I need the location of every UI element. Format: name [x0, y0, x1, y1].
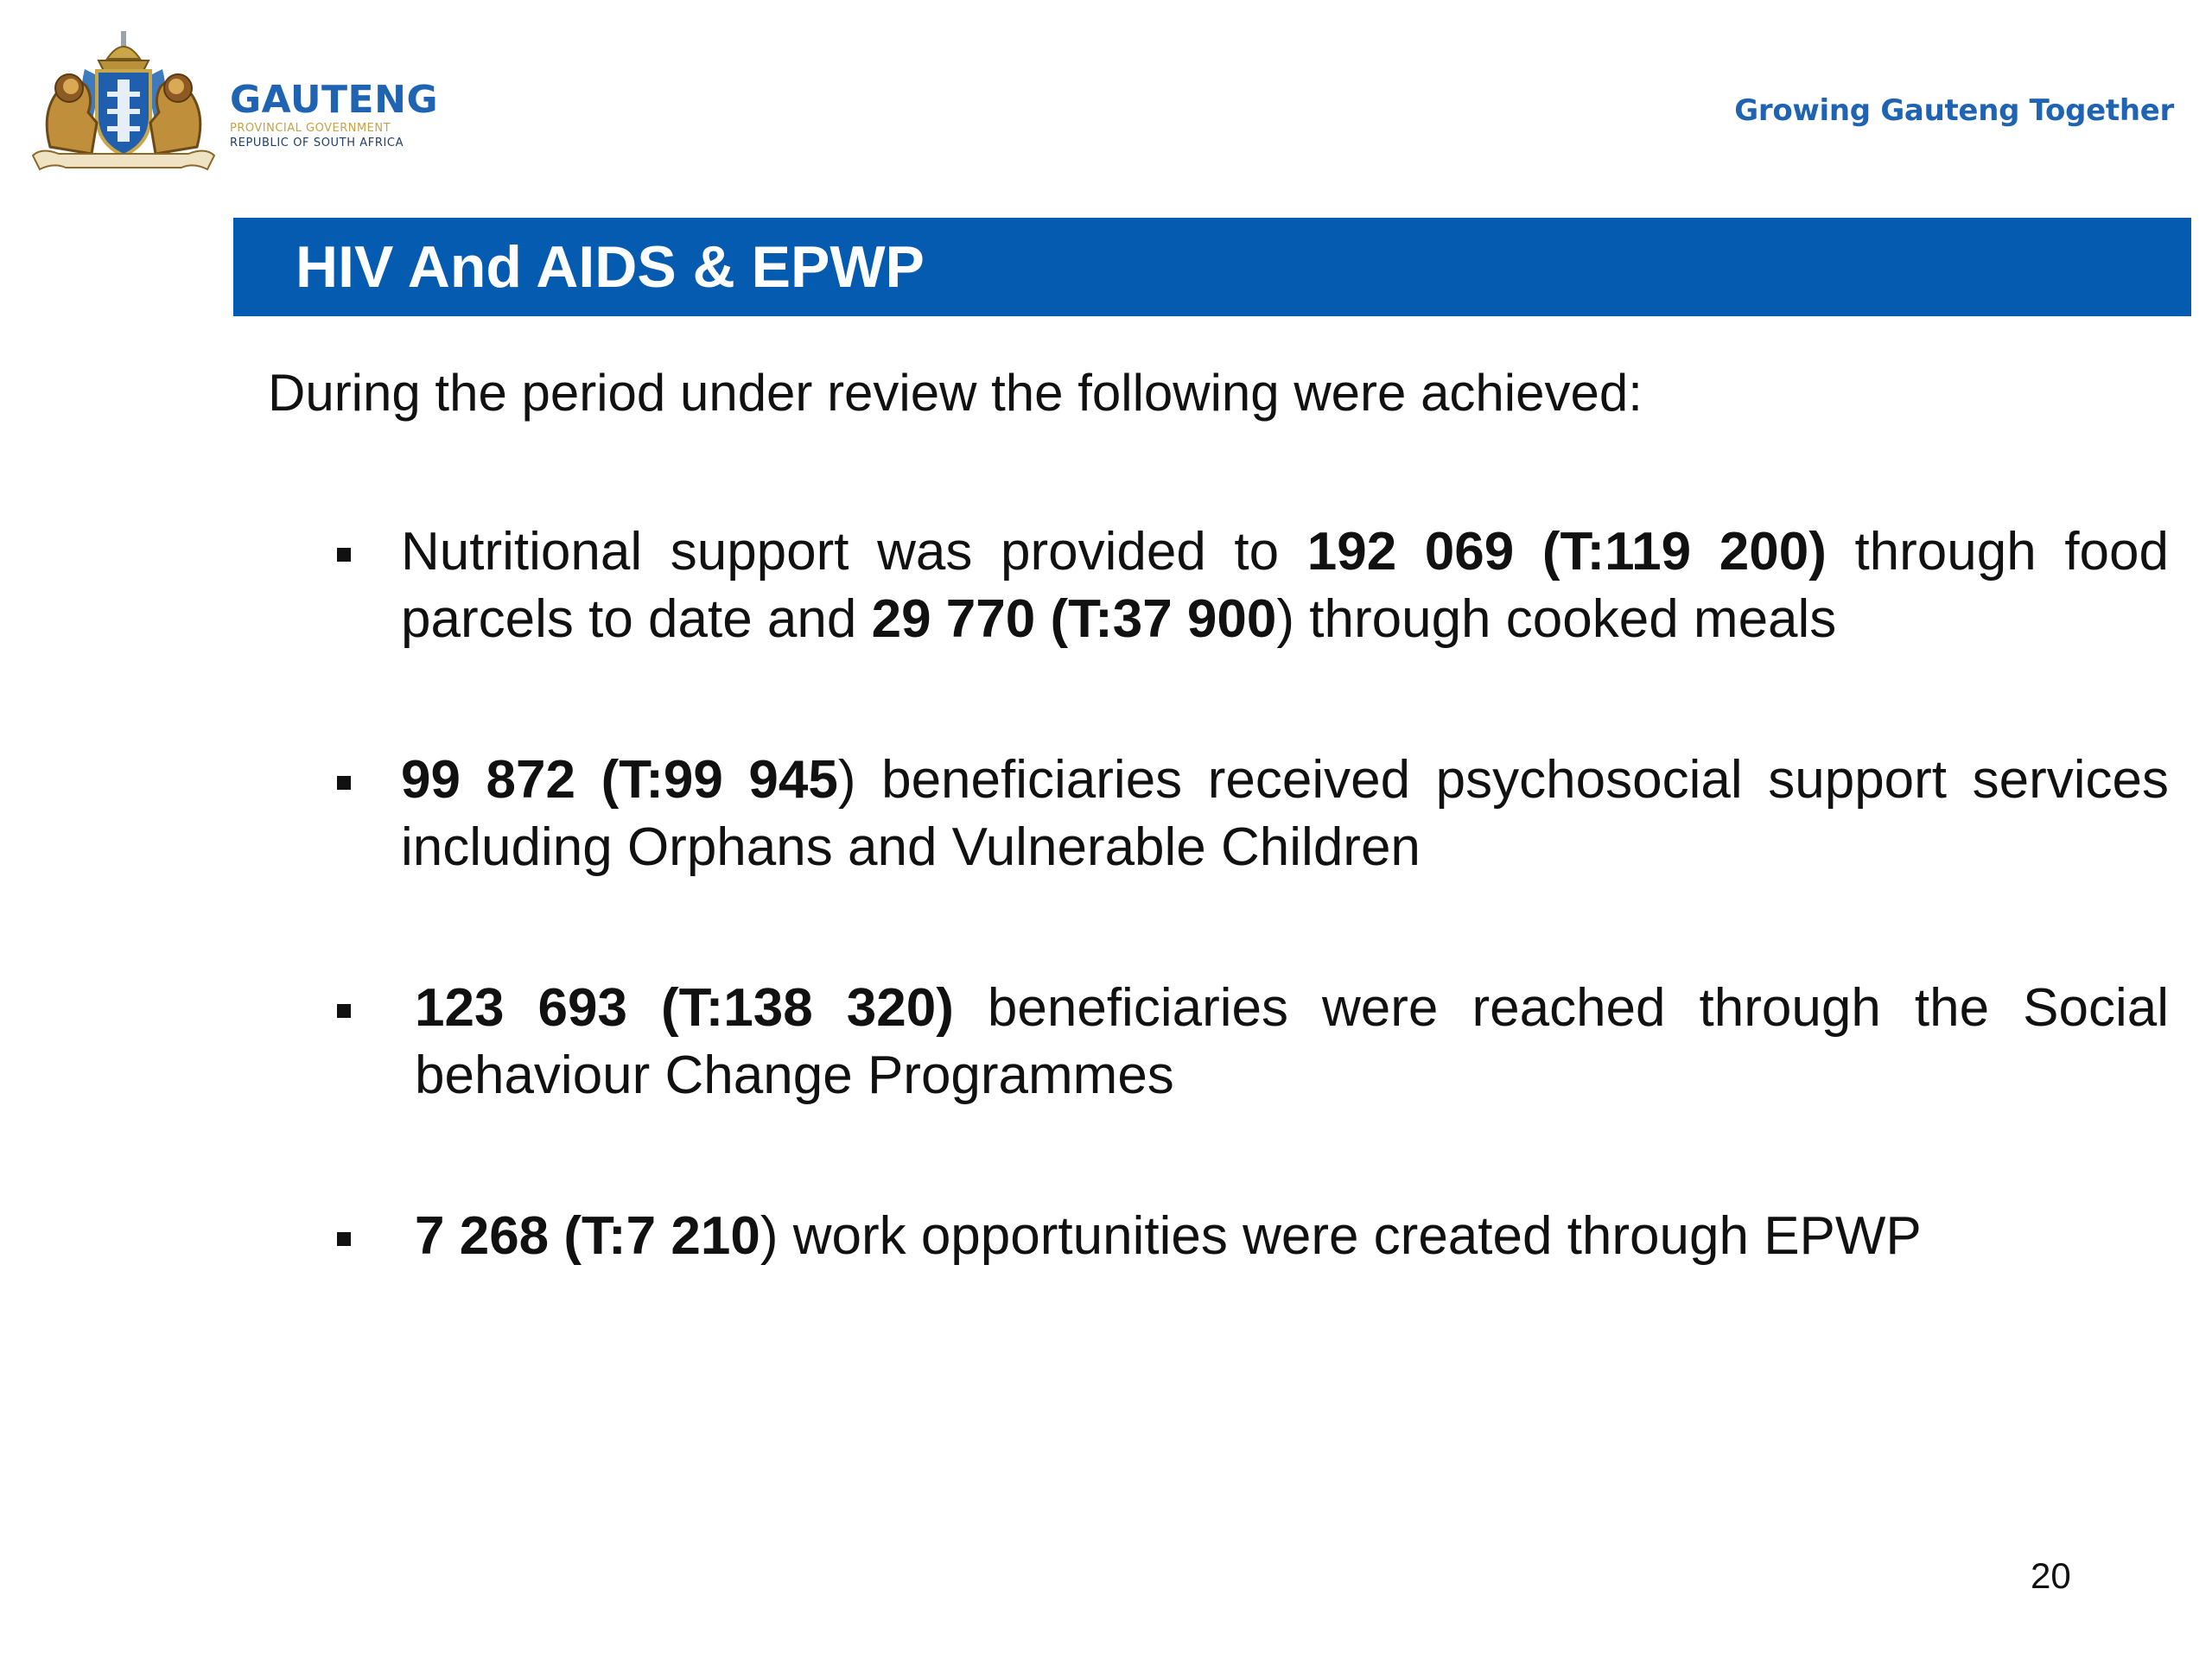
- bullet-text: [401, 747, 2169, 881]
- bullet-fragment: ) through cooked meals: [1276, 589, 1837, 649]
- gauteng-logo: [24, 26, 439, 181]
- bullet-text: [415, 1203, 2169, 1270]
- square-bullet-icon: [337, 548, 351, 562]
- bullet-fragment: ) work opportunities were created through EPWP: [760, 1206, 1922, 1266]
- square-bullet-icon: [337, 1004, 351, 1018]
- bullet-figure: 99 872 (T:99 945: [401, 750, 838, 810]
- bullet-fragment: beneficiaries were reached through the Social behaviour Change Programmes: [415, 978, 2169, 1105]
- logo-subtitle: PROVINCIAL GOVERNMENT: [230, 122, 391, 135]
- logo-text: [230, 79, 438, 150]
- bullet-fragment: Nutritional support was provided to: [401, 522, 1307, 582]
- gauteng-coat-of-arms-icon: [24, 26, 223, 175]
- bullet-figure: 123 693 (T:138 320): [415, 978, 954, 1038]
- bullet-list: [328, 518, 2169, 1270]
- bullet-item: [328, 975, 2169, 1109]
- bullet-fragment: through food parcels to date and: [401, 522, 2169, 649]
- square-bullet-icon: [337, 1232, 351, 1246]
- bullet-text: [415, 975, 2169, 1109]
- intro-text: During the period under review the following were achieved:: [268, 364, 1643, 422]
- bullet-item: [328, 1203, 2169, 1270]
- logo-name: GAUTENG: [230, 78, 439, 122]
- title-bar: [233, 218, 2191, 316]
- logo-country: REPUBLIC OF SOUTH AFRICA: [230, 137, 404, 149]
- tagline: Growing Gauteng Together: [1734, 93, 2174, 128]
- slide-title: HIV And AIDS & EPWP: [296, 234, 925, 300]
- bullet-text: [401, 518, 2169, 653]
- bullet-figure: 7 268 (T:7 210: [415, 1206, 760, 1266]
- bullet-fragment: ) beneficiaries received psychosocial support services including Orphans and Vulnerable Children: [401, 750, 2169, 877]
- bullet-item: [328, 518, 2169, 653]
- page-number: 20: [2031, 1555, 2071, 1596]
- bullet-figure: 29 770 (T:37 900: [871, 589, 1277, 649]
- bullet-figure: 192 069 (T:119 200): [1306, 522, 1827, 582]
- bullet-item: [328, 747, 2169, 881]
- square-bullet-icon: [337, 776, 351, 790]
